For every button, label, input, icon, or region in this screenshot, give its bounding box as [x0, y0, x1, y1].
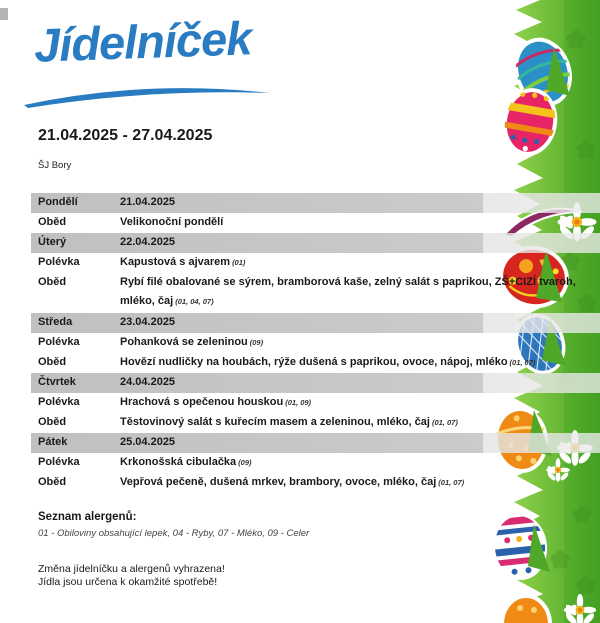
- menu-meal-row: [31, 333, 600, 353]
- facility-name: ŠJ Bory: [38, 160, 72, 171]
- meal-description: [120, 393, 592, 412]
- meal-type: Polévka: [38, 256, 80, 268]
- meal-type: Polévka: [38, 396, 80, 408]
- week-date-range: 21.04.2025 - 27.04.2025: [38, 127, 213, 144]
- day-name: Pondělí: [38, 196, 78, 208]
- meal-description: [120, 213, 592, 232]
- menu-meal-row: [31, 393, 600, 413]
- meal-text: Pohanková se zeleninou: [120, 336, 248, 348]
- meal-text: 25.04.2025: [120, 436, 176, 448]
- allergen-codes: (09): [249, 338, 264, 347]
- meal-text: 24.04.2025: [120, 376, 176, 388]
- day-name: Středa: [38, 316, 73, 328]
- day-name: Čtvrtek: [38, 376, 76, 388]
- menu-day-row: [31, 373, 600, 393]
- day-date: [120, 373, 592, 392]
- disclaimer-note-2: Jídla jsou určena k okamžité spotřebě!: [38, 576, 218, 588]
- meal-text: Vepřová pečeně, dušená mrkev, brambory, ovoce, mléko, čaj: [120, 476, 437, 488]
- logo-wordmark: Jídelníček: [33, 11, 253, 72]
- menu-meal-row: [31, 413, 600, 433]
- menu-meal-row: [31, 273, 600, 313]
- meal-type: Oběd: [38, 276, 67, 288]
- menu-meal-row: [31, 353, 600, 373]
- allergen-codes: (09): [238, 458, 252, 467]
- menu-day-row: [31, 433, 600, 453]
- meal-text: 23.04.2025: [120, 316, 176, 328]
- meal-description: [120, 413, 592, 432]
- meal-type: Polévka: [38, 336, 80, 348]
- menu-meal-row: [31, 473, 600, 493]
- meal-text: Rybí filé obalované se sýrem, bramborová kaše, zelný salát s paprikou, ZŠ+CIZÍ tvaroh, mléko, čaj: [120, 276, 576, 307]
- menu-day-row: [31, 193, 600, 213]
- day-date: [120, 233, 592, 252]
- allergen-codes: (01, 07): [438, 478, 465, 487]
- meal-description: [120, 253, 592, 272]
- menu-meal-row: [31, 253, 600, 273]
- meal-description: [120, 453, 592, 472]
- allergen-codes: (01, 07): [431, 418, 458, 427]
- corner-artifact-mark: [0, 8, 8, 20]
- meal-text: Kapustová s ajvarem: [120, 256, 231, 268]
- meal-type: Oběd: [38, 356, 67, 368]
- allergen-codes: (01, 09): [285, 398, 312, 407]
- meal-type: Oběd: [38, 476, 67, 488]
- meal-text: Těstovinový salát s kuřecím masem a zeleninou, mléko, čaj: [120, 416, 430, 428]
- meal-text: Hovězí nudličky na houbách, rýže dušená s paprikou, ovoce, nápoj, mléko: [120, 356, 508, 368]
- disclaimer-note-1: Změna jídelníčku a alergenů vyhrazena!: [38, 563, 225, 575]
- logo-swoosh-icon: [18, 86, 278, 112]
- menu-day-row: [31, 313, 600, 333]
- menu-meal-row: [31, 213, 600, 233]
- allergen-list-heading: Seznam alergenů:: [38, 511, 137, 523]
- day-name: Úterý: [38, 236, 67, 248]
- allergen-codes: (01, 04, 07): [175, 297, 214, 306]
- day-date: [120, 193, 592, 212]
- meal-text: Krkonošská cibulačka: [120, 456, 237, 468]
- day-name: Pátek: [38, 436, 68, 448]
- day-date: [120, 433, 592, 452]
- allergen-list: 01 - Obiloviny obsahující lepek, 04 - Ryby, 07 - Mléko, 09 - Celer: [38, 528, 310, 539]
- meal-description: [120, 473, 592, 492]
- meal-text: 22.04.2025: [120, 236, 176, 248]
- meal-text: Hrachová s opečenou houskou: [120, 396, 284, 408]
- meal-description: [120, 273, 592, 311]
- meal-description: [120, 353, 592, 372]
- meal-type: Oběd: [38, 216, 67, 228]
- footer: [38, 511, 468, 589]
- allergen-codes: (01, 07): [509, 358, 536, 367]
- meal-description: [120, 333, 592, 352]
- menu-table: [31, 193, 600, 493]
- meal-text: 21.04.2025: [120, 196, 176, 208]
- meal-type: Oběd: [38, 416, 67, 428]
- meal-text: Velikonoční pondělí: [120, 216, 224, 228]
- logo: [30, 11, 300, 114]
- menu-day-row: [31, 233, 600, 253]
- menu-meal-row: [31, 453, 600, 473]
- allergen-codes: (01): [232, 258, 246, 267]
- meal-type: Polévka: [38, 456, 80, 468]
- day-date: [120, 313, 592, 332]
